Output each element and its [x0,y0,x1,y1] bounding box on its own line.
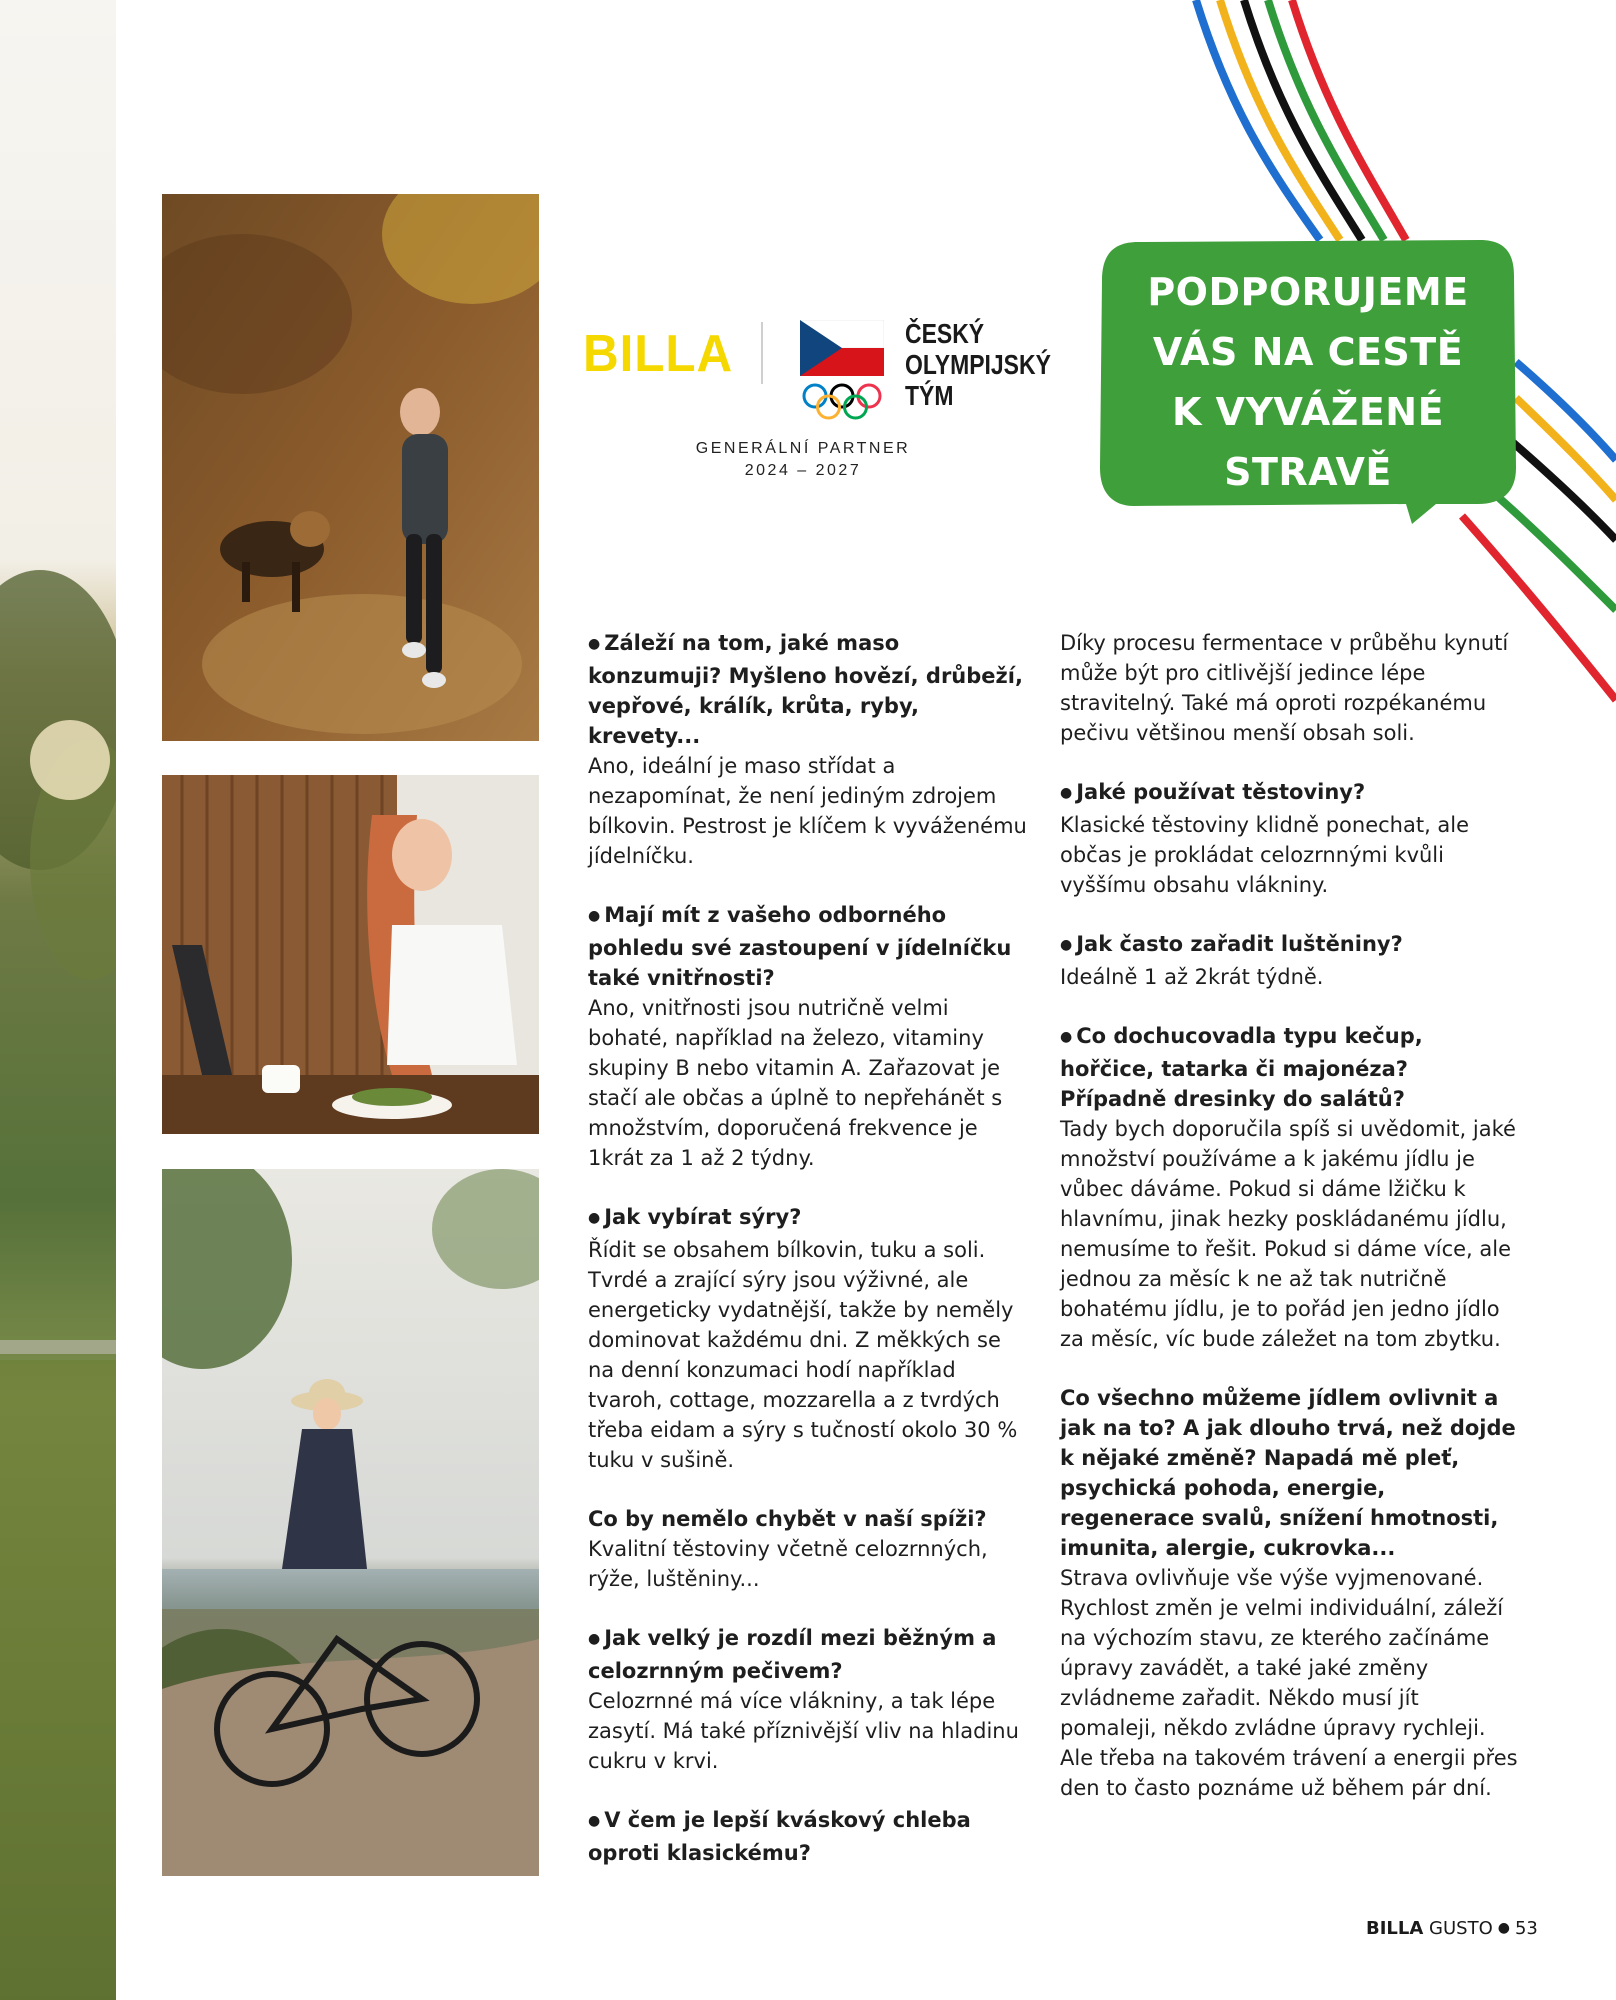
cot-line-3: TÝM [905,380,954,411]
bubble-line-2: VÁS NA CESTĚ [1152,330,1464,374]
photo-woman-at-laptop [162,775,539,1134]
headline-speech-bubble [1100,240,1516,524]
czech-olympic-team-label [905,318,1051,411]
article-column-left [588,628,1028,1897]
article-column-right [1060,628,1520,1832]
qa-item [1060,628,1520,748]
question: ● Jak často zařadit luštěniny? [1060,929,1520,962]
answer: Ano, ideální je maso střídat a nezapomínat, že není jediným zdrojem bílkovin. Pestrost je klíčem k vyváženému jídelníčku. [588,754,1027,868]
question: ● Záleží na tom, jaké maso konzumuji? Myšleno hovězí, drůbeží, vepřové, králík, krůta, ryby, krevety... [588,628,1028,751]
bubble-line-4: STRAVĚ [1224,450,1392,494]
question: Co by nemělo chybět v naší spíži? [588,1507,987,1531]
qa-item [1060,1383,1520,1803]
answer: Díky procesu fermentace v průběhu kynutí může být pro citlivější jedince lépe stravitelný. Také má oproti rozpékanému pečivu většinou menší obsah soli. [1060,631,1509,745]
general-partner-label [663,438,943,482]
answer: Tady bych doporučila spíš si uvědomit, jaké množství používáme a k jakému jídlu je vůbec dáváme. Pokud si dáme lžičku k hlavnímu, jinak hezky poskládanému jídlu, nemusíme to řešit. Pokud si dáme více, ale jednou za měsíc k ne až tak nutričně bohatému jídlu, je to pořád jen jedno jídlo za měsíc, víc bude záležet na tom zbytku. [1060,1117,1516,1351]
answer: Klasické těstoviny klidně ponechat, ale občas je prokládat celozrnnými kvůli vyššímu obsahu vlákniny. [1060,813,1470,897]
footer-magazine: GUSTO [1429,1918,1493,1939]
qa-item [588,1202,1028,1475]
cot-line-1: ČESKÝ [905,318,985,349]
logo-divider [761,322,763,384]
qa-item [588,1623,1028,1776]
question: ● Co dochucovadla typu kečup, hořčice, tatarka či majonéza? Případně dresinky do salátů? [1060,1021,1520,1114]
answer: Řídit se obsahem bílkovin, tuku a soli. Tvrdé a zrající sýry jsou výživné, ale energeticky vydatnější, takže by neměly dominovat každému dni. Z měkkých se na denní konzumaci hodí například tvaroh, cottage, mozzarella a z tvrdých třeba eidam a sýry s tučností okolo 30 % tuku v sušině. [588,1238,1018,1472]
partner-line-1: GENERÁLNÍ PARTNER [695,440,911,457]
olympic-rings-icon [801,382,883,422]
qa-item [1060,929,1520,992]
qa-item [588,900,1028,1173]
footer-dot-icon: ● [1497,1920,1510,1936]
question: ● Mají mít z vašeho odborného pohledu své zastoupení v jídelníčku také vnitřnosti? [588,900,1028,993]
answer: Ano, vnitřnosti jsou nutričně velmi bohaté, například na železo, vitaminy skupiny B nebo vitamin A. Zařazovat je stačí ale občas a úplně to nepřehánět s množstvím, doporučená frekvence je 1krát za 1 až 2 týdny. [588,996,1003,1170]
question: ● Jak vybírat sýry? [588,1202,1028,1235]
bubble-line-1: PODPORUJEME [1147,270,1469,314]
bubble-line-3: K VYVÁŽENÉ [1171,390,1445,434]
question: ● V čem je lepší kváskový chleba oproti klasickému? [588,1805,1028,1868]
side-photo-strip [0,0,116,2000]
page-footer [1366,1918,1538,1939]
bubble-headline [1100,262,1516,502]
answer: Ideálně 1 až 2krát týdně. [1060,965,1324,989]
czech-flag-icon [800,320,884,376]
photo-woman-with-dog [162,194,539,741]
answer: Strava ovlivňuje vše výše vyjmenované. Rychlost změn je velmi individuální, záleží na výchozím stavu, ze kterého začínáme úpravy zavádět, a také jaké změny zvládneme zařadit. Někdo musí jít pomaleji, někdo zvládne úpravy rychleji. Ale třeba na takovém trávení a energii přes den to často poznáme už během pár dní. [1060,1566,1518,1800]
photo-woman-on-bicycle [162,1169,539,1876]
partner-logo-block [583,316,1063,486]
question: ● Jaké používat těstoviny? [1060,777,1520,810]
qa-item [1060,777,1520,900]
qa-item [588,1805,1028,1868]
page-number: 53 [1514,1918,1538,1939]
footer-brand: BILLA [1366,1918,1424,1939]
qa-item [588,628,1028,871]
question: ● Jak velký je rozdíl mezi běžným a celozrnným pečivem? [588,1623,1028,1686]
question: Co všechno můžeme jídlem ovlivnit a jak na to? A jak dlouho trvá, než dojde k nějaké změně? Napadá mě pleť, psychická pohoda, energie, regenerace svalů, snížení hmotnosti, imunita, alergie, cukrovka... [1060,1386,1516,1560]
billa-logo: BILLA [583,325,734,383]
answer: Kvalitní těstoviny včetně celozrnných, rýže, luštěniny... [588,1537,988,1591]
partner-years: 2024 – 2027 [744,462,862,479]
qa-item [1060,1021,1520,1354]
cot-line-2: OLYMPIJSKÝ [905,349,1051,380]
answer: Celozrnné má více vlákniny, a tak lépe zasytí. Má také příznivější vliv na hladinu cukru v krvi. [588,1689,1019,1773]
qa-item [588,1504,1028,1594]
